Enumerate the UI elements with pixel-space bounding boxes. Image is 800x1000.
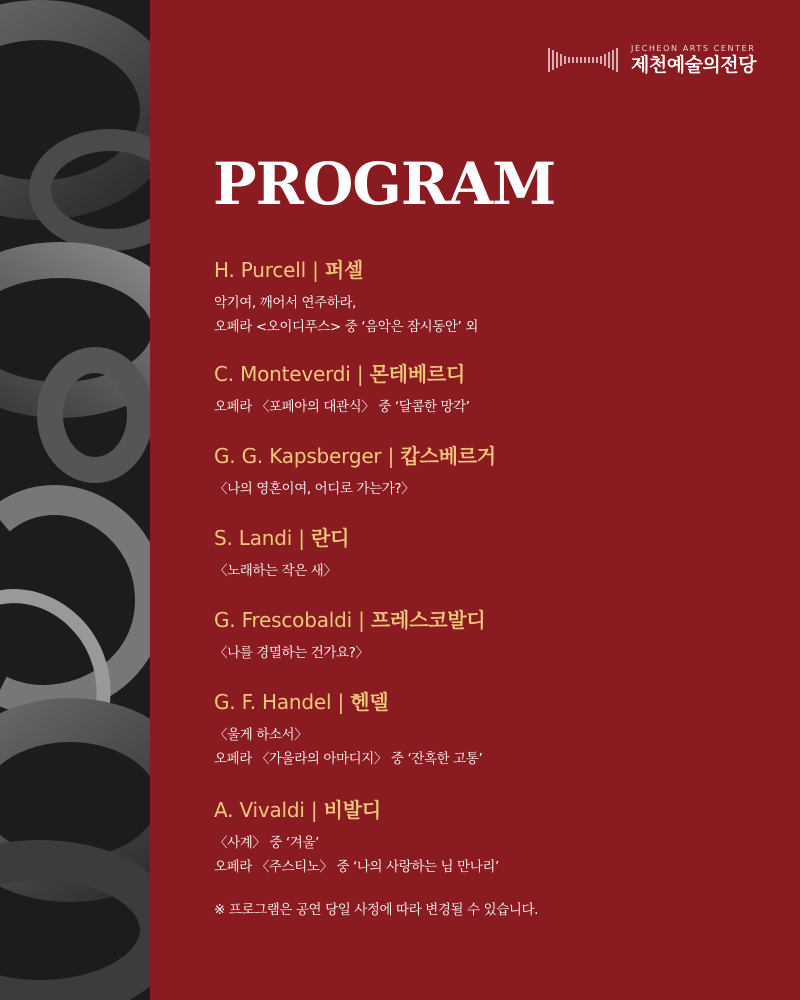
composer-heading: A. Vivaldi | 비발디 [214, 798, 381, 822]
work-line: 〈노래하는 작은 새〉 [214, 563, 337, 579]
composer-name-en: C. Monteverdi [214, 362, 351, 386]
decorative-sculpture-image [0, 0, 150, 1000]
composer-name-en: G. Frescobaldi [214, 608, 352, 632]
work-line: 〈나의 영혼이여, 어디로 가는가?〉 [214, 481, 415, 497]
program-item-landi [214, 522, 349, 582]
work-line: 오페라 <오이디푸스> 중 ‘음악은 잠시동안’ 외 [214, 319, 478, 335]
logo-english-name: JECHEON ARTS CENTER [631, 44, 756, 53]
composer-name-ko: 몬테베르디 [369, 362, 466, 386]
composer-heading: C. Monteverdi | 몬테베르디 [214, 362, 466, 386]
composer-name-ko: 란디 [311, 526, 350, 550]
composer-name-ko: 퍼셀 [324, 258, 364, 282]
work-line: 오페라 〈포페아의 대관식〉 중 ‘달콤한 망각’ [214, 399, 470, 415]
composer-heading: G. Frescobaldi | 프레스코발디 [214, 608, 486, 632]
program-change-notice: ※ 프로그램은 공연 당일 사정에 따라 변경될 수 있습니다. [214, 902, 539, 918]
program-item-frescobaldi [214, 604, 486, 664]
work-line: 〈사계〉 중 ‘겨울’ [214, 835, 319, 851]
program-item-monteverdi [214, 358, 470, 418]
program-item-purcell [214, 254, 478, 338]
work-line: 오페라 〈가울라의 아마디지〉 중 ‘잔혹한 고통’ [214, 751, 483, 767]
program-item-vivaldi [214, 794, 499, 878]
logo-korean-name: 제천예술의전당 [631, 54, 756, 76]
page-title: PROGRAM [213, 150, 556, 218]
jecheon-arts-center-logo [547, 44, 756, 76]
composer-heading: G. F. Handel | 헨델 [214, 690, 389, 714]
composer-name-ko: 캅스베르거 [400, 444, 496, 468]
composer-name-en: S. Landi [214, 526, 293, 550]
composer-heading: G. G. Kapsberger | 캅스베르거 [214, 444, 496, 468]
logo-mark-icon [547, 44, 623, 76]
work-line: 〈울게 하소서〉 [214, 727, 308, 743]
composer-heading: S. Landi | 란디 [214, 526, 350, 550]
work-line: 〈나를 경멸하는 건가요?〉 [214, 645, 369, 661]
composer-name-ko: 헨델 [350, 690, 389, 714]
composer-name-en: H. Purcell [214, 258, 306, 282]
composer-name-ko: 프레스코발디 [370, 608, 486, 632]
composer-name-en: G. F. Handel [214, 690, 332, 714]
composer-name-ko: 비발디 [323, 798, 381, 822]
work-line: 오페라 〈주스티노〉 중 ‘나의 사랑하는 님 만나리’ [214, 859, 499, 875]
composer-heading: H. Purcell | 퍼셀 [214, 258, 364, 282]
program-item-handel [214, 686, 482, 770]
composer-name-en: A. Vivaldi [214, 798, 305, 822]
program-item-kapsberger [214, 440, 496, 500]
composer-name-en: G. G. Kapsberger [214, 444, 382, 468]
work-line: 악기여, 깨어서 연주하라, [214, 295, 356, 311]
